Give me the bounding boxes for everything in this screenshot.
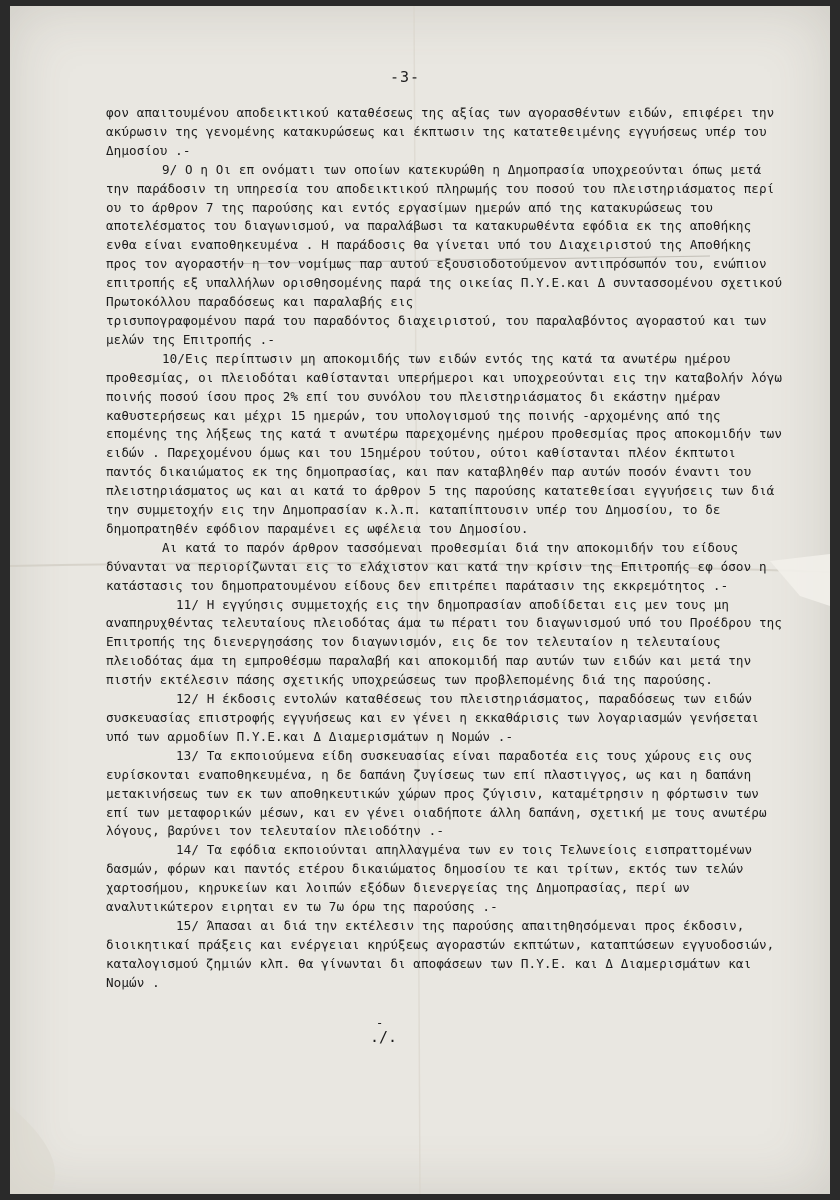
page-number: -3-: [390, 68, 421, 86]
paragraph-article-11: 11/ Η εγγύησις συμμετοχής εις την δημοπρασίαν αποδίδεται εις μεν τους μη αναπηρυχθέντας τελευταίους πλειοδότας άμα τω πέρατι του διαγωνισμού υπό του Προέδρου της Επιτροπής της διενεργησάσης τον διαγωνισμόν, εις δε τον τελευταίον η τελευταίους πλειοδότας άμα τη εμπροθέσμω παραλαβή και αποκομιδή παρ αυτών των ειδών και μετά την πιστήν εκτέλεσιν πάσης σχετικής υποχρεώσεως των προβλεπομένης διά της παρούσης.: [106, 596, 783, 688]
paragraph-article-13: 13/ Τα εκποιούμενα είδη συσκευασίας είναι παραδοτέα εις τους χώρους εις ους ευρίσκονται εναποθηκευμένα, η δε δαπάνη ζυγίσεως των επί πλαστιγγος, ως και η δαπάνη μετακινήσεως των εκ των αποθηκευτικών χώρων προς ζύγισιν, καταμέτρησιν η φόρτωσιν των επί των μεταφορικών μέσων, και εν γένει οιαδήποτε άλλη δαπάνη, σχετική με τους ανωτέρω λόγους, βαρύνει τον τελευταίον πλειοδότην .-: [106, 747, 767, 839]
footer-mark: ./.: [370, 1028, 398, 1046]
paragraph-continuation: φον απαιτουμένου αποδεικτικού καταθέσεως της αξίας των αγορασθέντων ειδών, επιφέρει την ακύρωσιν της γενομένης κατακυρώσεως και έκπτωσιν της κατατεθειμένης εγγυήσεως υπέρ του Δημοσίου .-: [106, 105, 775, 158]
paragraph-article-10-deadlines: Αι κατά το παρόν άρθρον τασσόμεναι προθεσμίαι διά την αποκομιδήν του είδους δύνανται να περιορίζωνται εις το ελάχιστον και κατά την κρίσιν της Επιτροπής εφ όσον η κατάστασις του δημοπρατουμένου είδους δεν επιτρέπει παράτασιν της εκκρεμότητος .-: [106, 539, 767, 593]
paragraph-article-12: 12/ Η έκδοσις εντολών καταθέσεως του πλειστηριάσματος, παραδόσεως των ειδών συσκευασίας επιστροφής εγγυήσεως και εν γένει η εκκαθάρισις των λογαριασμών γενήσεται υπό των αρμοδίων Π.Υ.Ε.και Δ Διαμερισμάτων η Νομών .-: [106, 691, 759, 744]
paragraph-article-14: 14/ Τα εφόδια εκποιούνται απηλλαγμένα των εν τοις Τελωνείοις εισπραττομένων δασμών, φόρων και παντός ετέρου δικαιώματος δημοσίου τε και τρίτων, εκτός των τελών χαρτοσήμου, κηρυκείων και λοιπών εξόδων διενεργείας της Δημοπρασίας, περί ων αναλυτικώτερον ειρηται εν τω 7ω όρω της παρούσης .-: [106, 842, 753, 915]
paragraph-article-15: 15/ Άπασαι αι διά την εκτέλεσιν της παρούσης απαιτηθησόμεναι προς έκδοσιν, διοικητικαί πράξεις και ενέργειαι κηρύξεως αγοραστών εκπτώτων, καταπτώσεων εγγυοδοσιών, καταλογισμού ζημιών κλπ. θα γίνωνται δι αποφάσεων των Π.Υ.Ε. και Δ Διαμερισμάτων και Νομών .: [106, 917, 775, 990]
footer-dash: -: [376, 1016, 384, 1030]
body-text: [106, 104, 786, 993]
paragraph-article-10: 10/Εις περίπτωσιν μη αποκομιδής των ειδών εντός της κατά τα ανωτέρω ημέρου προθεσμίας, οι πλειοδόται καθίστανται υπερήμεροι και υποχρεούνται εις την καταβολήν λόγω ποινής ποσού ίσου προς 2% επί του συνόλου του πλειστηριάσματος δι εκάστην ημέραν καθυστερήσεως και μέχρι 15 ημερών, του υπολογισμού της ποινής -αρχομένης από της επομένης της λήξεως της κατά τ ανωτέρω παρεχομένης ημέρου προθεσμίας προς αποκομιδήν των ειδών . Παρεχομένου όμως και του 15ημέρου τούτου, ούτοι καθίστανται πλέον έκπτωτοι παντός δικαιώματος εκ της δημοπρασίας, και παν καταβληθέν παρ αυτών ποσόν έναντι του πλειστηριάσματος ως και αι κατά το άρθρον 5 της παρούσης κατατεθείσαι εγγυήσεις των διά την συμμετοχήν εις την Δημοπρασίαν κ.λ.π. καταπίπτουσιν υπέρ του Δημοσίου, το δε δημοπρατηθέν εφόδιον παραμένει ες ωφέλεια του Δημοσίου.: [106, 350, 783, 536]
document-page: [10, 6, 830, 1194]
paragraph-article-9: 9/ Ο η Οι επ ονόματι των οποίων κατεκυρώθη η Δημοπρασία υποχρεούνται όπως μετά την παράδοσιν τη υπηρεσία του αποδεικτικού πληρωμής του ποσού του πλειστηριάσματος περί ου το άρθρον 7 της παρούσης και εντός εργασίμων ημερών από της κατακυρώσεως του αποτελέσματος του διαγωνισμού, να παραλάβωσι τα κατακυρωθέντα εφόδια εκ της αποθήκης ενθα είναι εναποθηκευμένα . Η παράδοσις θα γίνεται υπό του Διαχειριστού της Αποθήκης προς τον αγοραστήν η τον νομίμως παρ αυτού εξουσιοδοτούμενον αντιπρόσωπόν του, ενώπιον επιτροπής εξ υπαλλήλων ορισθησομένης παρά της οικείας Π.Υ.Ε.και Δ συντασσομένου σχετικού Πρωτοκόλλου παραδόσεως και παραλαβής εις: [106, 161, 783, 310]
paragraph-article-9-cont: τρισυπογραφομένου παρά του παραδόντος διαχειριστού, του παραλαβόντος αγοραστού και των μελών της Επιτροπής .-: [106, 312, 767, 347]
